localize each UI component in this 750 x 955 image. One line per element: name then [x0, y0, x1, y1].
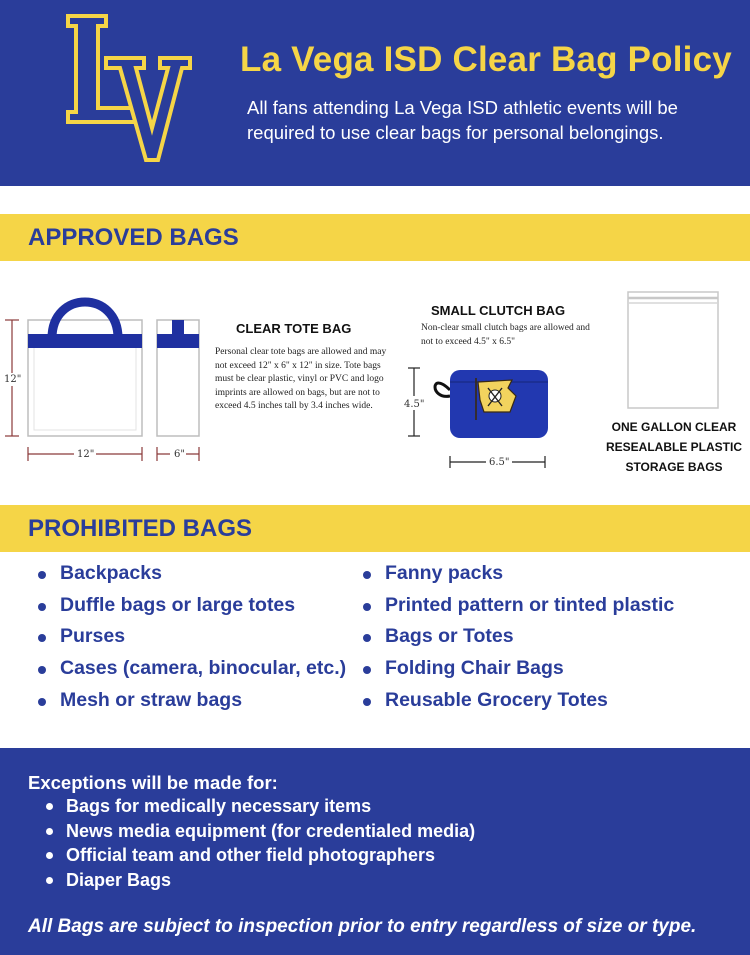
small-clutch-illustration	[400, 360, 560, 472]
prohibited-bags-heading: PROHIBITED BAGS	[28, 515, 253, 542]
exceptions-heading: Exceptions will be made for:	[28, 772, 278, 793]
list-item: Bags for medically necessary items	[46, 796, 475, 821]
list-item: Folding Chair Bags	[363, 657, 674, 689]
gallon-bag-illustration	[626, 290, 720, 410]
exceptions-list	[46, 796, 475, 894]
clear-tote-illustration	[0, 280, 215, 470]
list-item: Bags or Totes	[363, 625, 674, 657]
list-item: Fanny packs	[363, 562, 674, 594]
approved-bags-heading: APPROVED BAGS	[28, 224, 239, 251]
page-subtitle: All fans attending La Vega ISD athletic events will be required to use clear bags for personal belongings.	[247, 97, 678, 143]
clutch-width-label: 6.5"	[489, 457, 510, 468]
clutch-height-label: 4.5"	[404, 399, 425, 410]
small-clutch-description: Non-clear small clutch bags are allowed and not to exceed 4.5" x 6.5"	[421, 323, 590, 347]
prohibited-list-left	[38, 562, 346, 720]
list-item: Purses	[38, 625, 346, 657]
clear-tote-description: Personal clear tote bags are allowed and may not exceed 12" x 6" x 12" in size. Tote bags must be clear plastic, vinyl or PVC and logo imprints are allowed on bags, but are not to exceed 4.5 inches tall by 3.4 inches wide.	[215, 347, 387, 412]
list-item: Printed pattern or tinted plastic	[363, 594, 674, 626]
prohibited-list-right	[363, 562, 674, 720]
list-item: Duffle bags or large totes	[38, 594, 346, 626]
gallon-bag-label: ONE GALLON CLEAR RESEALABLE PLASTIC STORAGE BAGS	[605, 420, 742, 474]
list-item: Official team and other field photographers	[46, 845, 475, 870]
list-item: News media equipment (for credentialed media)	[46, 821, 475, 846]
list-item: Reusable Grocery Totes	[363, 689, 674, 721]
approved-bags-band	[0, 214, 750, 261]
page-title: La Vega ISD Clear Bag Policy	[240, 40, 732, 79]
prohibited-bags-band	[0, 505, 750, 552]
tote-height-label: 12"	[4, 374, 22, 385]
list-item: Diaper Bags	[46, 870, 475, 895]
tote-depth-label: 6"	[174, 449, 185, 460]
inspection-note: All Bags are subject to inspection prior to entry regardless of size or type.	[28, 916, 697, 937]
tote-width-label: 12"	[77, 449, 95, 460]
list-item: Backpacks	[38, 562, 346, 594]
list-item: Cases (camera, binocular, etc.)	[38, 657, 346, 689]
small-clutch-title: SMALL CLUTCH BAG	[431, 303, 566, 318]
header-banner	[0, 0, 750, 186]
list-item: Mesh or straw bags	[38, 689, 346, 721]
clear-tote-title: CLEAR TOTE BAG	[236, 321, 352, 336]
lv-logo	[62, 12, 192, 164]
exceptions-section	[0, 748, 750, 955]
